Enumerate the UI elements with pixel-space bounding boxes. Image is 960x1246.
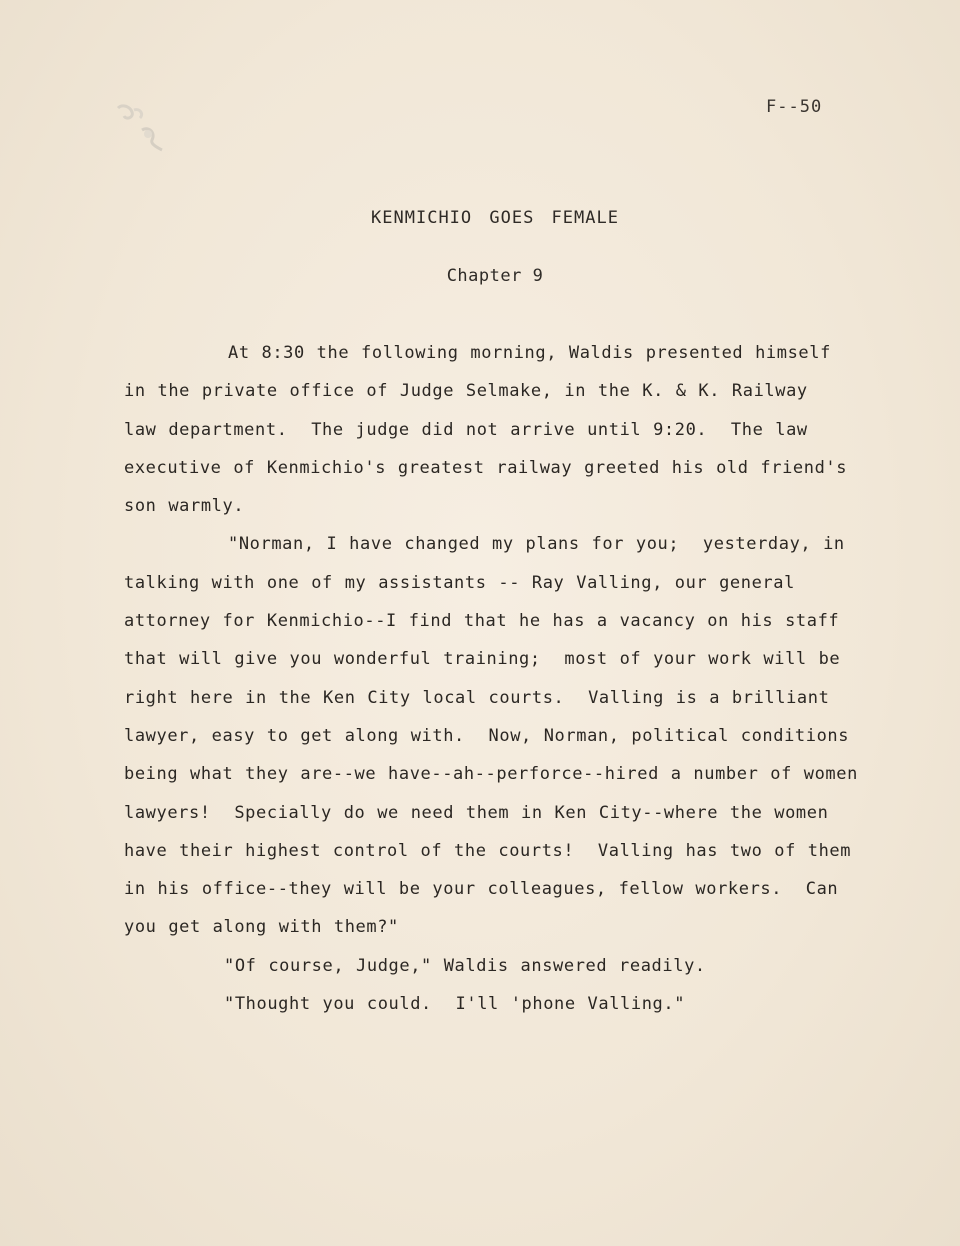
text-line: son warmly. [124, 496, 245, 517]
text-line: "Thought you could. I'll 'phone Valling." [224, 994, 686, 1015]
text-line: in the private office of Judge Selmake, in the K. & K. Railway [124, 381, 808, 402]
paper-smudge-mark [112, 100, 166, 154]
page-number: F--50 [766, 97, 823, 117]
chapter-heading: Chapter 9 [446, 266, 544, 286]
text-line: executive of Kenmichio's greatest railway greeted his old friend's [124, 457, 848, 478]
text-line: attorney for Kenmichio--I find that he has a vacancy on his staff [124, 611, 840, 632]
text-line: law department. The judge did not arrive until 9:20. The law [124, 419, 808, 440]
text-line: being what they are--we have--ah--perforce--hired a number of women [124, 764, 858, 785]
text-line: talking with one of my assistants -- Ray Valling, our general [124, 572, 795, 593]
document-title: KENMICHIO GOES FEMALE [371, 208, 619, 228]
text-line: that will give you wonderful training; most of your work will be [124, 649, 841, 670]
text-line: have their highest control of the courts! Valling has two of them [124, 840, 852, 861]
text-line: lawyers! Specially do we need them in Ken City--where the women [124, 802, 829, 823]
text-line: you get along with them?" [124, 917, 399, 938]
text-line: lawyer, easy to get along with. Now, Norman, political conditions [124, 725, 850, 746]
body-text [124, 340, 904, 1029]
text-line: "Of course, Judge," Waldis answered readily. [224, 955, 706, 976]
text-line: right here in the Ken City local courts. Valling is a brilliant [124, 687, 830, 708]
text-line: At 8:30 the following morning, Waldis presented himself [228, 343, 831, 363]
text-line: "Norman, I have changed my plans for you; yesterday, in [228, 534, 845, 555]
text-line: in his office--they will be your colleagues, fellow workers. Can [124, 879, 839, 900]
